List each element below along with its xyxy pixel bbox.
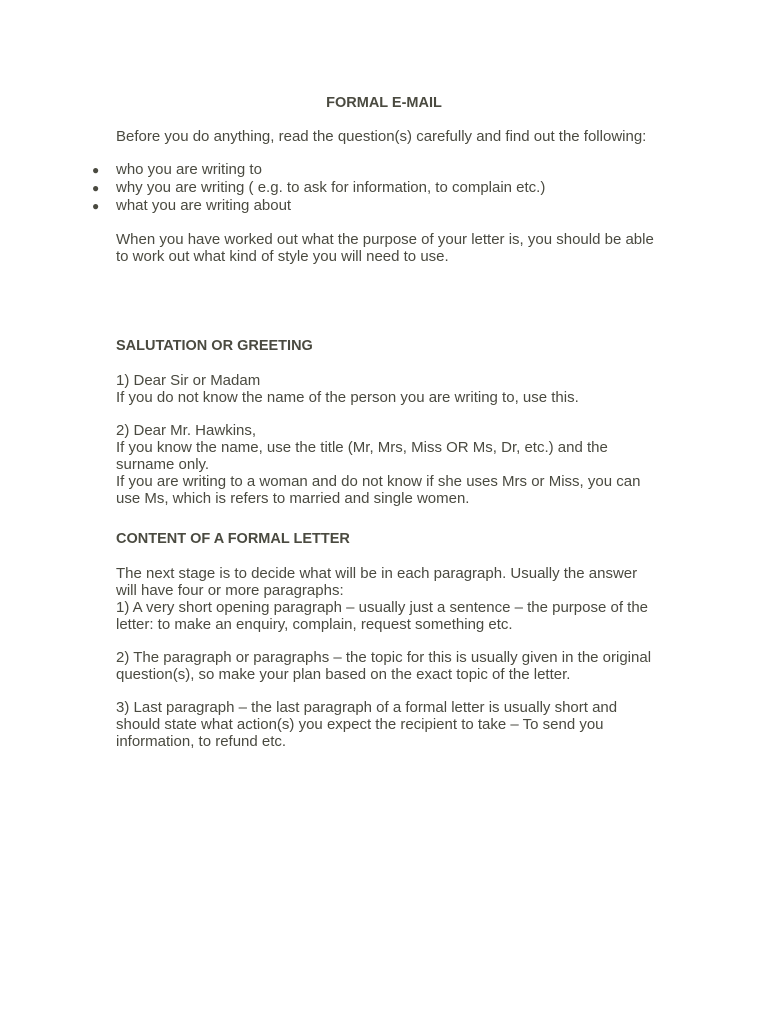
list-item-text: why you are writing ( e.g. to ask for information, to complain etc.) (116, 179, 546, 196)
document-body (92, 128, 656, 750)
intro-paragraph: Before you do anything, read the question(s) carefully and find out the following: (116, 128, 647, 145)
bullet-list (92, 161, 656, 215)
salutation-item-1 (116, 372, 656, 406)
list-item-text: who you are writing to (116, 161, 262, 178)
list-item-text: what you are writing about (116, 197, 292, 214)
list-item (92, 179, 656, 197)
list-item (92, 197, 656, 215)
content-heading: CONTENT OF A FORMAL LETTER (116, 531, 350, 547)
salutation-heading: SALUTATION OR GREETING (116, 338, 313, 354)
content-point-1: 1) A very short opening paragraph – usually just a sentence – the purpose of the letter: to make an enquiry, complain, request something etc. (116, 599, 649, 633)
content-intro-text: The next stage is to decide what will be in each paragraph. Usually the answer will have four or more paragraphs: (116, 565, 638, 599)
bullet-icon: ● (92, 181, 100, 195)
content-intro (116, 565, 656, 633)
purpose-paragraph: When you have worked out what the purpose of your letter is, you should be able to work out what kind of style you will need to use. (116, 231, 654, 265)
salutation-item-1-text: If you do not know the name of the person you are writing to, use this. (116, 389, 579, 406)
bullet-icon: ● (92, 163, 100, 177)
salutation-item-2-title: 2) Dear Mr. Hawkins, (116, 422, 257, 439)
content-point-2: 2) The paragraph or paragraphs – the topic for this is usually given in the original question(s), so make your plan based on the exact topic of the letter. (116, 649, 652, 683)
salutation-item-2 (116, 422, 656, 507)
list-item (92, 161, 656, 179)
salutation-item-2-text-2: If you are writing to a woman and do not know if she uses Mrs or Miss, you can use Ms, which is refers to married and single women. (116, 473, 641, 507)
bullet-icon: ● (92, 199, 100, 213)
page-title: FORMAL E-MAIL (326, 95, 442, 111)
salutation-item-2-text-1: If you know the name, use the title (Mr, Mrs, Miss OR Ms, Dr, etc.) and the surname only. (116, 439, 608, 473)
content-point-3: 3) Last paragraph – the last paragraph of a formal letter is usually short and should state what action(s) you expect the recipient to take – To send you information, to refund etc. (116, 699, 618, 750)
salutation-item-1-title: 1) Dear Sir or Madam (116, 372, 261, 389)
